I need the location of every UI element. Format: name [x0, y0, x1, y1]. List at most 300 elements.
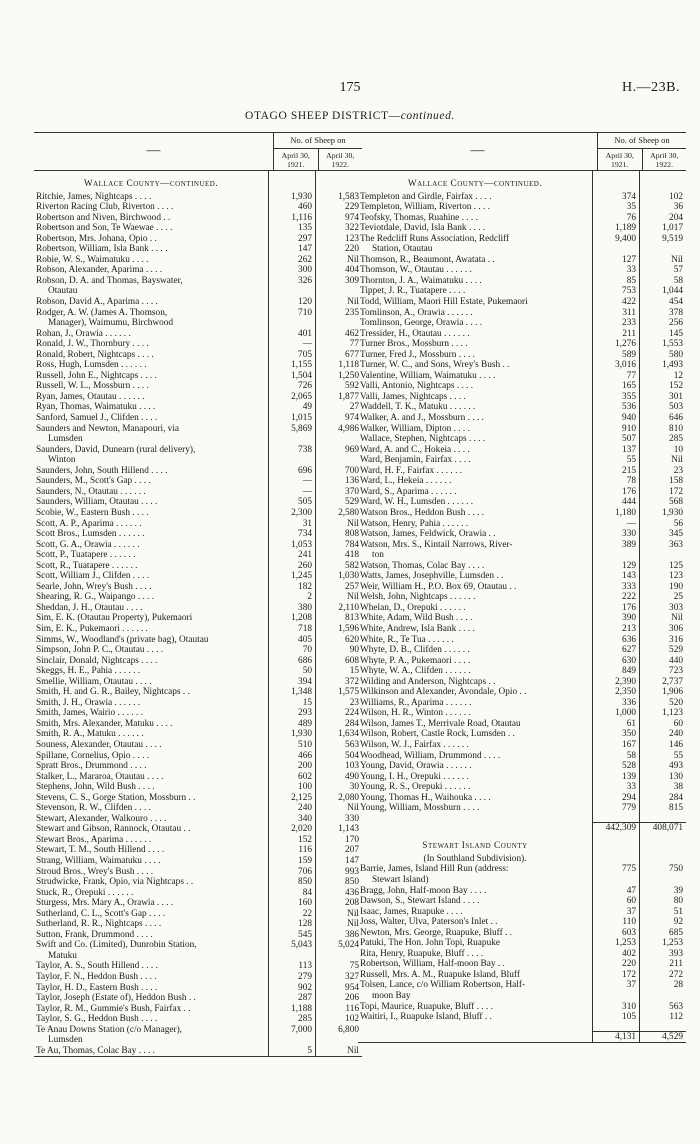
owner-name: Young, Thomas H., Waihouka . . . .: [358, 793, 593, 804]
owner-name: Sinclair, Donald, Nightcaps . . . .: [34, 656, 269, 667]
owner-name: Saunders, M., Scott's Gap . . . .: [34, 476, 269, 487]
sheep-1921: 294: [593, 793, 640, 804]
sheep-1921: 85: [593, 276, 640, 287]
sheep-1922: 4,529: [640, 1031, 686, 1043]
table-row: [34, 234, 362, 245]
table-row: [34, 772, 362, 783]
sheep-1921: 213: [593, 624, 640, 635]
table-row: [358, 192, 686, 203]
sheep-1922: Nil: [671, 455, 683, 466]
sheep-1921: —: [269, 339, 316, 350]
sheep-1922: 1,253: [662, 938, 683, 949]
sheep-1921: 380: [269, 603, 316, 614]
table-row: [34, 951, 362, 962]
sheep-1922: 677: [345, 349, 359, 360]
sheep-1921: 22: [269, 909, 316, 920]
sheep-1922: [316, 434, 362, 445]
sheep-1921: 176: [593, 603, 640, 614]
sheep-1922: [316, 951, 362, 962]
sheep-1921: 222: [593, 592, 640, 603]
sheep-1921: 2,125: [269, 793, 316, 804]
sheep-1922: Nil: [347, 297, 359, 308]
sheep-1922: 5,024: [338, 940, 359, 951]
table-row: [358, 991, 686, 1002]
table-row: [34, 961, 362, 972]
sheep-1921: 630: [593, 656, 640, 667]
owner-name: Woodhead, William, Drummond . . . .: [358, 751, 593, 762]
sheep-1921: 37: [593, 907, 640, 918]
owner-name: Tressider, H., Otautau . . . . . .: [358, 329, 593, 340]
sheep-1922: 1,634: [338, 729, 359, 740]
right-table-body: [358, 171, 686, 1042]
sheep-1922: 620: [345, 634, 359, 645]
sheep-1922: 80: [673, 896, 683, 907]
sheep-1922: [316, 286, 362, 297]
sheep-1921: 460: [269, 202, 316, 213]
table-row: [358, 980, 686, 991]
sheep-1921: 143: [593, 571, 640, 582]
sheep-1922: 285: [669, 434, 683, 445]
table-row: [34, 276, 362, 287]
owner-name: White, R., Te Tua . . . . . .: [358, 635, 593, 646]
table-row: [34, 656, 362, 667]
table-row: [358, 529, 686, 540]
owner-name: Robie, W. S., Waimatuku . . . .: [34, 255, 269, 266]
sheep-1922: 60: [673, 718, 683, 729]
table-row: [358, 970, 686, 981]
sheep-1922: 436: [345, 887, 359, 898]
owner-name: Scobie, W., Eastern Bush . . . .: [34, 508, 269, 519]
sheep-count-header: No. of Sheep on: [274, 133, 362, 149]
owner-name: Saunders, John, South Hillend . . . .: [34, 466, 269, 477]
owner-name: Isaac, James, Ruapuke . . . .: [358, 907, 593, 918]
table-row: [358, 719, 686, 730]
section-heading-row: [34, 171, 362, 192]
table-row: [358, 896, 686, 907]
owner-name: Stephens, John, Wild Bush . . . .: [34, 782, 269, 793]
sheep-1922: 1,044: [662, 286, 683, 297]
table-row: [358, 265, 686, 276]
sheep-1921: 241: [269, 550, 316, 561]
sheep-1921: 31: [269, 519, 316, 530]
owner-name: Robertson, William, Isla Bank . . . .: [34, 244, 269, 255]
sheep-1921: 120: [269, 297, 316, 308]
owner-name: Ryan, Thomas, Waimatuku . . . .: [34, 402, 269, 413]
owner-name: Strudwicke, Frank, Opio, via Nightcaps . .: [34, 877, 269, 888]
table-row: [34, 814, 362, 825]
sheep-1922: 582: [345, 560, 359, 571]
table-row: [34, 339, 362, 350]
owner-name: Scott, G. A., Orawia . . . . . .: [34, 540, 269, 551]
owner-name: Young, I. H., Orepuki . . . . . .: [358, 772, 593, 783]
sheep-1921: 350: [593, 729, 640, 740]
sheep-1921: 706: [269, 867, 316, 878]
sheep-count-header: No. of Sheep on: [598, 133, 686, 149]
owner-name: Ronald, J. W., Thornbury . . . .: [34, 339, 269, 350]
owner-name: Valentine, William, Waimatuku . . . .: [358, 371, 593, 382]
owner-name: Bragg, John, Half-moon Bay . . . .: [358, 886, 593, 897]
table-row: [34, 265, 362, 276]
table-row: [358, 466, 686, 477]
sheep-1922: 190: [669, 581, 683, 592]
sheep-1921: 128: [269, 919, 316, 930]
sheep-1921: 285: [269, 1014, 316, 1025]
sheep-1921: 636: [593, 635, 640, 646]
sheep-1922: 303: [669, 602, 683, 613]
table-row: [358, 687, 686, 698]
sheep-1922: 123: [345, 233, 359, 244]
col-1922-header: April 30, 1922.: [326, 151, 355, 169]
owner-name: [358, 822, 593, 834]
table-row: [358, 255, 686, 266]
sheep-1921: 696: [269, 466, 316, 477]
sheep-1922: 123: [669, 571, 683, 582]
table-row: [34, 455, 362, 466]
table-row: [34, 434, 362, 445]
owner-name: Turner, Fred J., Mossburn . . . .: [358, 350, 593, 361]
table-row: [358, 434, 686, 445]
sheep-1922: 723: [669, 666, 683, 677]
table-row: [358, 476, 686, 487]
sheep-1922: 810: [669, 423, 683, 434]
sheep-1922: 220: [345, 244, 359, 255]
sheep-1921: 47: [593, 886, 640, 897]
right-table: [358, 132, 686, 1043]
sheep-1921: 33: [593, 782, 640, 793]
sheep-1922: 1,118: [338, 360, 359, 371]
owner-name: Sheddan, J. H., Otautau . . . .: [34, 603, 269, 614]
owner-name: Stewart, T. M., South Hillend . . . .: [34, 845, 269, 856]
sheep-1922: Nil: [347, 908, 359, 919]
sheep-1921: 528: [593, 761, 640, 772]
sheep-1922: 58: [673, 275, 683, 286]
owner-name: Rodger, A. W. (James A. Thomson,: [34, 308, 269, 319]
sheep-1921: 326: [269, 276, 316, 287]
owner-name: Thomson, W., Otautau . . . . . .: [358, 265, 593, 276]
sheep-1922: 39: [673, 885, 683, 896]
sheep-1922: 646: [669, 413, 683, 424]
owner-name: Smellie, William, Otautau . . . .: [34, 677, 269, 688]
sheep-1922: 2,580: [338, 507, 359, 518]
sheep-1922: 152: [669, 381, 683, 392]
sheep-1922: 125: [669, 560, 683, 571]
sheep-1922: 504: [345, 750, 359, 761]
sheep-1921: 705: [269, 350, 316, 361]
owner-name: Ward, S., Aparima . . . . . .: [358, 487, 593, 498]
sheep-1921: 172: [593, 970, 640, 981]
sheep-1921: 738: [269, 445, 316, 456]
sheep-1921: 300: [269, 265, 316, 276]
owner-name: Ritchie, James, Nightcaps . . . .: [34, 192, 269, 203]
owner-name: Ward, W. H., Lumsden . . . . . .: [358, 497, 593, 508]
sheep-1922: 1,017: [662, 223, 683, 234]
sheep-1922: 568: [669, 497, 683, 508]
sheep-1922: [316, 318, 362, 329]
sheep-1922: Nil: [671, 254, 683, 265]
table-row: [358, 803, 686, 814]
sheep-1922: 954: [345, 982, 359, 993]
sheep-1921: 84: [269, 888, 316, 899]
sheep-1922: 2,080: [338, 792, 359, 803]
sheep-1922: 1,930: [662, 507, 683, 518]
sheep-1921: 33: [593, 265, 640, 276]
sheep-1922: 316: [669, 634, 683, 645]
sheep-1922: 372: [345, 676, 359, 687]
sheep-1921: 850: [269, 877, 316, 888]
owner-name: (In Southland Subdivision).: [358, 854, 593, 865]
table-row: [34, 761, 362, 772]
table-row: [34, 835, 362, 846]
owner-name: Smith, J. H., Orawia . . . . . .: [34, 698, 269, 709]
sheep-1922: 2,737: [662, 676, 683, 687]
sheep-1922: 23: [673, 465, 683, 476]
sheep-1921: 902: [269, 983, 316, 994]
owner-name: Weir, William H., P.O. Box 69, Otautau . .: [358, 582, 593, 593]
sheep-1922: 440: [669, 655, 683, 666]
sheep-1921: 1,116: [269, 213, 316, 224]
sheep-1922: 993: [345, 866, 359, 877]
owner-name: ton: [358, 550, 593, 561]
sheep-1921: 779: [593, 803, 640, 814]
table-row: [358, 864, 686, 875]
table-row: [34, 255, 362, 266]
sheep-1922: 112: [669, 1012, 683, 1023]
sheep-1921: 333: [593, 582, 640, 593]
table-row: [34, 1004, 362, 1015]
sheep-1921: 1,930: [269, 192, 316, 203]
owner-name: Stevenson, R. W., Clifden . . . .: [34, 803, 269, 814]
sheep-1922: 1,906: [662, 687, 683, 698]
table-row: [358, 635, 686, 646]
document-reference: H.—23B.: [622, 80, 680, 95]
table-row: [358, 582, 686, 593]
sheep-1921: 5,043: [269, 940, 316, 951]
owner-name: Lumsden: [34, 1035, 269, 1046]
sheep-1921: 240: [269, 803, 316, 814]
sheep-1921: 176: [593, 487, 640, 498]
table-row: [34, 898, 362, 909]
owner-name: White, Adam, Wild Bush . . . .: [358, 613, 593, 624]
table-row: [34, 677, 362, 688]
owner-name: Scott, R., Tuatapere . . . . . .: [34, 561, 269, 572]
sheep-1922: 56: [673, 518, 683, 529]
sheep-1922: [640, 244, 686, 255]
owner-name: Stalker, L., Mararoa, Otautau . . . .: [34, 772, 269, 783]
sheep-1922: 784: [345, 539, 359, 550]
sheep-1921: —: [269, 476, 316, 487]
table-row: [34, 856, 362, 867]
sheep-1922: 408,071: [640, 822, 686, 834]
sheep-1921: 60: [593, 896, 640, 907]
sheep-1922: 23: [349, 697, 359, 708]
table-row: [358, 666, 686, 677]
sheep-1922: 6,800: [338, 1024, 359, 1035]
table-row: [358, 550, 686, 561]
sheep-1922: [640, 833, 686, 854]
owner-name: Rohan, J., Orawia . . . . . .: [34, 329, 269, 340]
owner-name: Lumsden: [34, 434, 269, 445]
table-row: [34, 308, 362, 319]
table-row: [358, 814, 686, 822]
owner-name: Thornton, J. A., Waimatuku . . . .: [358, 276, 593, 287]
table-row: [358, 497, 686, 508]
sheep-1922: 1,493: [662, 360, 683, 371]
owner-name: Teofsky, Thomas, Ruahine . . . .: [358, 213, 593, 224]
owner-name: Waddell, T. K., Matuku . . . . . .: [358, 402, 593, 413]
sheep-1921: 627: [593, 645, 640, 656]
sheep-1922: 529: [345, 497, 359, 508]
owner-name: White, Andrew, Isla Bank . . . .: [358, 624, 593, 635]
owner-name: Stevens, C. S., Gorge Station, Mossburn . .: [34, 793, 269, 804]
table-row: [358, 1023, 686, 1031]
sheep-1922: 974: [345, 413, 359, 424]
sheep-1921: 405: [269, 635, 316, 646]
sheep-1922: 330: [345, 813, 359, 824]
sheep-1921: 78: [593, 476, 640, 487]
table-row: [358, 645, 686, 656]
table-row: [358, 949, 686, 960]
owner-name: Stewart Bros., Aparima . . . . . .: [34, 835, 269, 846]
sheep-1921: 159: [269, 856, 316, 867]
owner-name: Patuki, The Hon. John Topi, Ruapuke: [358, 938, 593, 949]
sheep-1922: 136: [345, 476, 359, 487]
sheep-1922: 10: [673, 444, 683, 455]
sheep-1922: 700: [345, 465, 359, 476]
owner-name: [358, 814, 593, 822]
table-row: [34, 930, 362, 941]
table-row: [358, 360, 686, 371]
owner-name: Watson Bros., Heddon Bush . . . .: [358, 508, 593, 519]
sheep-1922: 240: [669, 729, 683, 740]
owner-name: Sim, E. K., Pukemaori . . . . . .: [34, 624, 269, 635]
sheep-1922: 808: [345, 529, 359, 540]
owner-name: Stewart and Gibson, Rannock, Otautau . .: [34, 824, 269, 835]
sheep-1922: Nil: [347, 254, 359, 265]
sheep-1922: 284: [669, 792, 683, 803]
table-row: [34, 202, 362, 213]
sheep-1922: 563: [669, 1001, 683, 1012]
owner-name: Robertson and Niven, Birchwood . .: [34, 213, 269, 224]
table-row: [34, 550, 362, 561]
table-row: [34, 624, 362, 635]
sheep-1921: 55: [593, 455, 640, 466]
sheep-1921: 49: [269, 402, 316, 413]
sheep-1921: 262: [269, 255, 316, 266]
sheep-1921: [269, 318, 316, 329]
table-row: [34, 719, 362, 730]
sheep-1921: 1,245: [269, 571, 316, 582]
sheep-1921: 2,020: [269, 824, 316, 835]
col-1922-header: April 30, 1922.: [650, 151, 679, 169]
table-row: [358, 751, 686, 762]
owner-name: The Redcliff Runs Association, Redcliff: [358, 234, 593, 245]
sheep-1921: 1,155: [269, 360, 316, 371]
sheep-1921: 507: [593, 434, 640, 445]
sheep-1922: 27: [349, 402, 359, 413]
table-row: [34, 244, 362, 255]
owner-name: Wallace, Stephen, Nightcaps . . . .: [358, 434, 593, 445]
sheep-1921: 940: [593, 413, 640, 424]
sheep-1921: [593, 854, 640, 865]
sheep-1922: 1,596: [338, 623, 359, 634]
table-row: [34, 603, 362, 614]
owner-name: Todd, William, Maori Hill Estate, Pukemaori: [358, 297, 593, 308]
owner-name: Scott, A. P., Aparima . . . . . .: [34, 519, 269, 530]
sheep-1922: 256: [669, 318, 683, 329]
owner-name: Valli, Antonio, Nightcaps . . . .: [358, 381, 593, 392]
owner-name: [358, 1031, 593, 1043]
owner-name: Templeton, William, Riverton . . . .: [358, 202, 593, 213]
sheep-1922: 211: [669, 959, 683, 970]
sheep-1921: 2,300: [269, 508, 316, 519]
sheep-1921: 165: [593, 381, 640, 392]
sheep-1921: [269, 171, 316, 192]
sheep-1921: 37: [593, 980, 640, 991]
table-row: [358, 938, 686, 949]
sheep-1921: 374: [593, 192, 640, 203]
total-row: [358, 1031, 686, 1043]
sheep-1922: 1,250: [338, 370, 359, 381]
sheep-1922: 4,986: [338, 423, 359, 434]
sheep-1921: 336: [593, 698, 640, 709]
sheep-1921: 589: [593, 350, 640, 361]
sheep-1922: 207: [345, 845, 359, 856]
sheep-1921: 110: [593, 917, 640, 928]
owner-name: Saunders and Newton, Manapouri, via: [34, 424, 269, 435]
owner-name: Walker, William, Dipton . . . .: [358, 424, 593, 435]
sheep-1922: 1,575: [338, 687, 359, 698]
sheep-1922: 969: [345, 444, 359, 455]
table-row: [358, 540, 686, 551]
owner-name: [358, 1023, 593, 1031]
sheep-1922: 130: [669, 771, 683, 782]
sheep-1921: 1,208: [269, 613, 316, 624]
owner-name: Saunders, William, Otautau . . . .: [34, 497, 269, 508]
owner-name: Simms, W., Woodland's (private bag), Otautau: [34, 635, 269, 646]
owner-name: Sutton, Frank, Drummond . . . .: [34, 930, 269, 941]
table-row: [358, 339, 686, 350]
table-row: [358, 875, 686, 886]
sheep-1922: Nil: [347, 592, 359, 603]
owner-name: Searle, John, Wrey's Bush . . . .: [34, 582, 269, 593]
owner-name: Whyte, W. A., Clifden . . . . . .: [358, 666, 593, 677]
owner-name: Matuku: [34, 951, 269, 962]
sheep-1922: 529: [669, 645, 683, 656]
owner-name: Stewart Island): [358, 875, 593, 886]
table-row: [358, 350, 686, 361]
sheep-1921: 76: [593, 213, 640, 224]
table-row: [358, 244, 686, 255]
owner-name: Sutherland, C. L., Scott's Gap . . . .: [34, 909, 269, 920]
sheep-1921: 3,016: [593, 360, 640, 371]
owner-name: Otautau: [34, 286, 269, 297]
sheep-1921: 61: [593, 719, 640, 730]
table-row: [34, 592, 362, 603]
table-row: [358, 402, 686, 413]
sheep-1921: 466: [269, 751, 316, 762]
sheep-1921: 310: [593, 1002, 640, 1013]
sheep-1922: 204: [669, 212, 683, 223]
table-row: [34, 983, 362, 994]
owner-name: Turner Bros., Mossburn . . . .: [358, 339, 593, 350]
owner-name: Robertson, Mrs. Johana, Opio . .: [34, 234, 269, 245]
table-row: [34, 729, 362, 740]
owner-name: Strang, William, Waimatuku . . . .: [34, 856, 269, 867]
sheep-1921: [593, 833, 640, 854]
table-row: [358, 603, 686, 614]
sheep-1921: [593, 814, 640, 822]
sheep-1922: 490: [345, 771, 359, 782]
